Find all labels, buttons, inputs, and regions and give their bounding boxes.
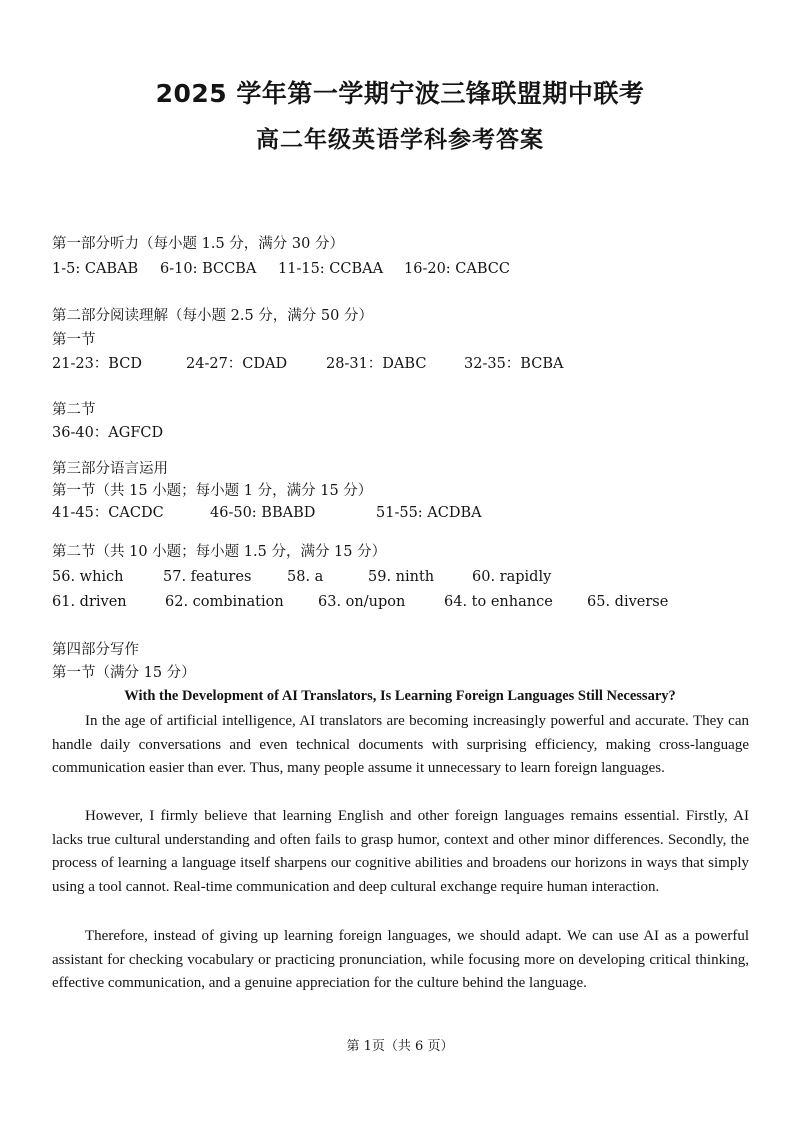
answer-group: 11-15: CCBAA: [278, 261, 384, 277]
document-title: 2025 学年第一学期宁波三锋联盟期中联考: [155, 79, 645, 108]
part3-section1-label: 第一节（共 15 小题；每小题 1 分，满分 15 分）: [52, 483, 373, 499]
answer-group: 24-27：CDAD: [186, 356, 288, 372]
part3-section2-label: 第二节（共 10 小题；每小题 1.5 分，满分 15 分）: [52, 544, 387, 560]
blank-answer: 58. a: [287, 569, 324, 585]
blank-answer: 64. to enhance: [444, 594, 553, 610]
blank-answer: 57. features: [163, 569, 252, 585]
answer-group: 6-10: BCCBA: [160, 261, 257, 277]
part4-heading: 第四部分写作: [52, 642, 139, 658]
essay-paragraph: In the age of artificial intelligence, AI translators are becoming increasingly powerful and accurate. They can handle daily conversations and even technical documents with surprising efficiency, making cross-language communication easier than ever. Thus, many people assume it unnecessary to learn foreign languages.: [52, 713, 749, 776]
answer-group: 41-45：CACDC: [52, 505, 164, 521]
answer-group: 28-31：DABC: [326, 356, 427, 372]
document-subtitle: 高二年级英语学科参考答案: [256, 127, 544, 153]
answer-group: 51-55: ACDBA: [376, 505, 482, 521]
blank-answer: 63. on/upon: [318, 594, 406, 610]
blank-answer: 62. combination: [165, 594, 284, 610]
part1-heading: 第一部分听力（每小题 1.5 分，满分 30 分）: [52, 236, 344, 252]
essay-paragraph: However, I firmly believe that learning English and other foreign languages remains essential. Firstly, AI lacks true cultural understanding and often fails to grasp humor, context and other minor differences. Secondly, the process of learning a language itself sharpens our cognitive abilities and broadens our horizons in ways that simply using a tool cannot. Real-time communication and deep cultural exchange require human interaction.: [52, 808, 749, 895]
part2-section1-label: 第一节: [52, 332, 96, 348]
blank-answer: 59. ninth: [368, 569, 435, 585]
blank-answer: 60. rapidly: [472, 569, 552, 585]
answer-group: 46-50: BBABD: [210, 505, 316, 521]
answer-group: 32-35：BCBA: [464, 356, 564, 372]
essay-title: With the Development of AI Translators, Is Learning Foreign Languages Still Necessary?: [124, 688, 676, 704]
page-number: 第 1页（共 6 页）: [346, 1039, 454, 1054]
part2-heading: 第二部分阅读理解（每小题 2.5 分，满分 50 分）: [52, 308, 373, 324]
blank-answer: 56. which: [52, 569, 124, 585]
part3-heading: 第三部分语言运用: [52, 461, 168, 477]
blank-answer: 65. diverse: [587, 594, 669, 610]
answer-group: 21-23：BCD: [52, 356, 142, 372]
part2-section2-label: 第二节: [52, 402, 96, 418]
part4-section1-label: 第一节（满分 15 分）: [52, 665, 196, 681]
blank-answer: 61. driven: [52, 594, 127, 610]
answer-group: 16-20: CABCC: [404, 261, 510, 277]
answer-group: 36-40：AGFCD: [52, 425, 164, 441]
essay-paragraph: Therefore, instead of giving up learning foreign languages, we should adapt. We can use AI as a powerful assistant for checking vocabulary or practicing pronunciation, while focusing more on developing critical thinking, effective communication, and a genuine appreciation for the culture behind the language.: [52, 928, 749, 991]
answer-group: 1-5: CABAB: [52, 261, 139, 277]
